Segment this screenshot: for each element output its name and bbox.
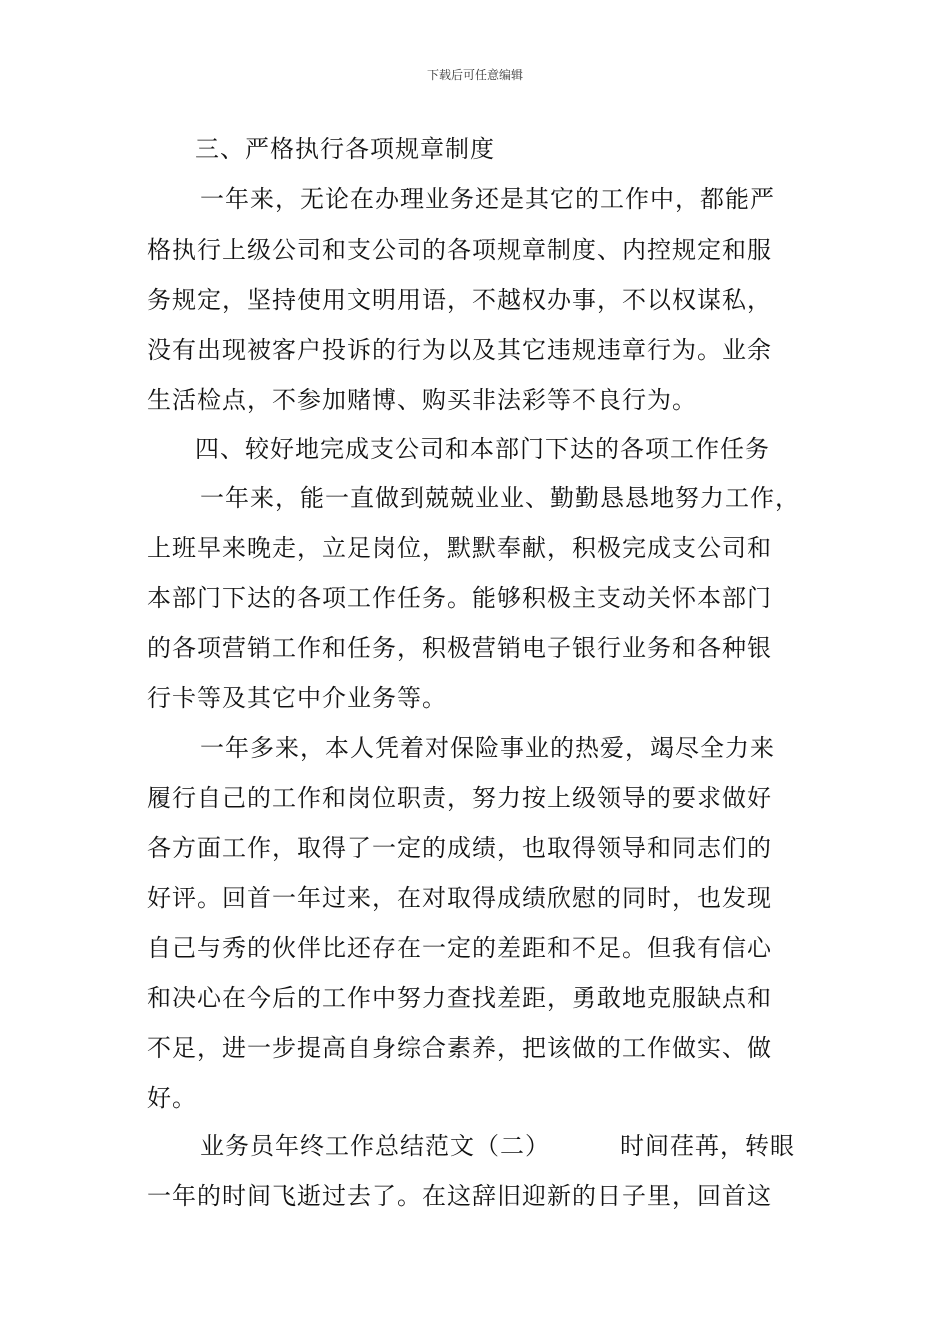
text-line: 生活检点，不参加赌博、购买非法彩等不良行为。 [147,386,697,414]
text-line: 格执行上级公司和支公司的各项规章制度、内控规定和服 [147,236,772,264]
section-heading: 三、严格执行各项规章制度 [195,135,495,163]
text-line: 的各项营销工作和任务，积极营销电子银行业务和各种银 [147,634,772,662]
text-line: 一年的时间飞逝过去了。在这辞旧迎新的日子里，回首这 [147,1182,772,1210]
text-line: 一年多来，本人凭着对保险事业的热爱，竭尽全力来 [200,734,775,762]
text-line [200,1131,795,1161]
text-segment: 时间荏苒，转眼 [620,1132,795,1160]
text-line: 不足，进一步提高自身综合素养，把该做的工作做实、做 [147,1034,772,1062]
page-header: 下载后可任意编辑 [426,68,523,82]
text-line: 一年来，能一直做到兢兢业业、勤勤恳恳地努力工作， [200,484,800,512]
text-line: 行卡等及其它中介业务等。 [147,684,447,712]
text-line: 好评。回首一年过来，在对取得成绩欣慰的同时，也发现 [147,884,772,912]
section-heading: 四、较好地完成支公司和本部门下达的各项工作任务 [195,435,770,463]
text-line: 各方面工作，取得了一定的成绩，也取得领导和同志们的 [147,834,772,862]
text-line: 自己与秀的伙伴比还存在一定的差距和不足。但我有信心 [147,934,772,962]
text-line: 务规定，坚持使用文明用语，不越权办事，不以权谋私， [147,286,772,314]
text-line: 和决心在今后的工作中努力查找差距，勇敢地克服缺点和 [147,984,772,1012]
text-line: 履行自己的工作和岗位职责，努力按上级领导的要求做好 [147,784,772,812]
text-line: 好。 [147,1084,197,1112]
text-line: 本部门下达的各项工作任务。能够积极主支动关怀本部门 [147,584,772,612]
text-line: 上班早来晚走，立足岗位，默默奉献，积极完成支公司和 [147,534,772,562]
text-line: 一年来，无论在办理业务还是其它的工作中，都能严 [200,185,775,213]
article-title: 业务员年终工作总结范文（二） [200,1132,550,1160]
text-line: 没有出现被客户投诉的行为以及其它违规违章行为。业余 [147,336,772,364]
